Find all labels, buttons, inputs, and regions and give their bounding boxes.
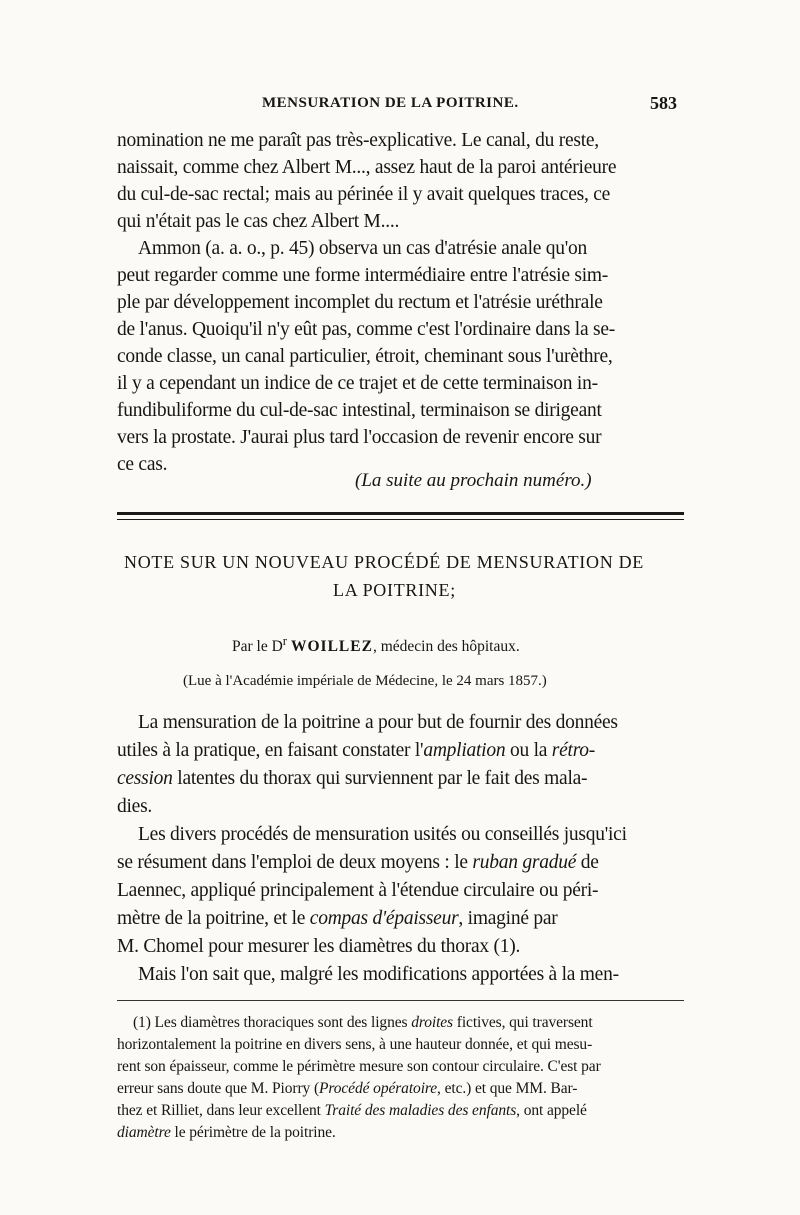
text-line: qui n'était pas le cas chez Albert M.... [117,211,400,232]
section-divider-thick [117,512,684,515]
article-title: NOTE SUR UN NOUVEAU PROCÉDÉ DE MENSURATION DE [124,552,644,572]
continuation-note: (La suite au prochain numéro.) [355,470,592,491]
text-line: dies. [117,796,153,817]
text-line: M. Chomel pour mesurer les diamètres du thorax (1). [117,936,521,957]
footnote-line: erreur sans doute que M. Piorry (Procédé opératoire, etc.) et que MM. Bar- [117,1080,578,1097]
text-line: Laennec, appliqué principalement à l'étendue circulaire ou péri- [117,880,599,901]
footnote-line: diamètre le périmètre de la poitrine. [117,1124,336,1141]
text-line: utiles à la pratique, en faisant constater l'ampliation ou la rétro- [117,740,596,761]
footnote-line: thez et Rilliet, dans leur excellent Traité des maladies des enfants, ont appelé [117,1102,587,1119]
emphasis: droites [411,1014,453,1031]
section-divider-thin [117,519,684,520]
text-line: cession latentes du thorax qui surviennent par le fait des mala- [117,768,588,789]
emphasis: Procédé opératoire [319,1080,438,1097]
page-number: 583 [650,93,677,113]
text-line: Mais l'on sait que, malgré les modifications apportées à la men- [138,964,619,985]
emphasis: rétro- [551,740,596,761]
emphasis: compas d'épaisseur [309,908,459,929]
text-line: mètre de la poitrine, et le compas d'épaisseur, imaginé par [117,908,558,929]
emphasis: diamètre [117,1124,171,1141]
article-title-cont: LA POITRINE; [333,580,456,600]
text-line: conde classe, un canal particulier, étroit, cheminant sous l'urèthre, [117,346,613,367]
footnote-divider [117,1000,684,1001]
text-line: il y a cependant un indice de ce trajet et de cette terminaison in- [117,373,598,394]
text-line: vers la prostate. J'aurai plus tard l'occasion de revenir encore sur [117,427,602,448]
text-line: ce cas. [117,454,168,475]
text-line: du cul-de-sac rectal; mais au périnée il y avait quelques traces, ce [117,184,611,205]
emphasis: Traité des maladies des enfants [324,1102,517,1119]
text-line: de l'anus. Quoiqu'il n'y eût pas, comme c'est l'ordinaire dans la se- [117,319,615,340]
author-name: WOILLEZ [290,638,373,656]
footnote-line: rent son épaisseur, comme le périmètre mesure son contour circulaire. C'est par [117,1058,601,1075]
emphasis: cession [117,768,173,789]
text-line: Ammon (a. a. o., p. 45) observa un cas d'atrésie anale qu'on [138,238,588,259]
byline [232,633,520,656]
emphasis: ruban gradué [472,852,577,873]
byline-sup: r [282,633,288,648]
text-line: nomination ne me paraît pas très-explicative. Le canal, du reste, [117,130,599,151]
text-line: fundibuliforme du cul-de-sac intestinal, terminaison se dirigeant [117,400,602,421]
text-line: peut regarder comme une forme intermédiaire entre l'atrésie sim- [117,265,609,286]
text-line: se résument dans l'emploi de deux moyens : le ruban gradué de [117,852,599,873]
read-note: (Lue à l'Académie impériale de Médecine, le 24 mars 1857.) [183,673,547,689]
running-title: MENSURATION DE LA POITRINE. [262,95,519,111]
text-line: naissait, comme chez Albert M..., assez haut de la paroi antérieure [117,157,617,178]
footnote-line: (1) Les diamètres thoraciques sont des lignes droites fictives, qui traversent [133,1014,593,1031]
text-line: ple par développement incomplet du rectum et l'atrésie uréthrale [117,292,603,313]
byline-suffix: , médecin des hôpitaux. [372,638,520,656]
text-line: Les divers procédés de mensuration usités ou conseillés jusqu'ici [138,824,627,845]
emphasis: ampliation [423,740,506,761]
byline-prefix: Par le D [232,638,283,656]
footnote-line: horizontalement la poitrine en divers sens, à une hauteur donnée, et qui mesu- [117,1036,593,1053]
text-line: La mensuration de la poitrine a pour but de fournir des données [138,712,618,733]
